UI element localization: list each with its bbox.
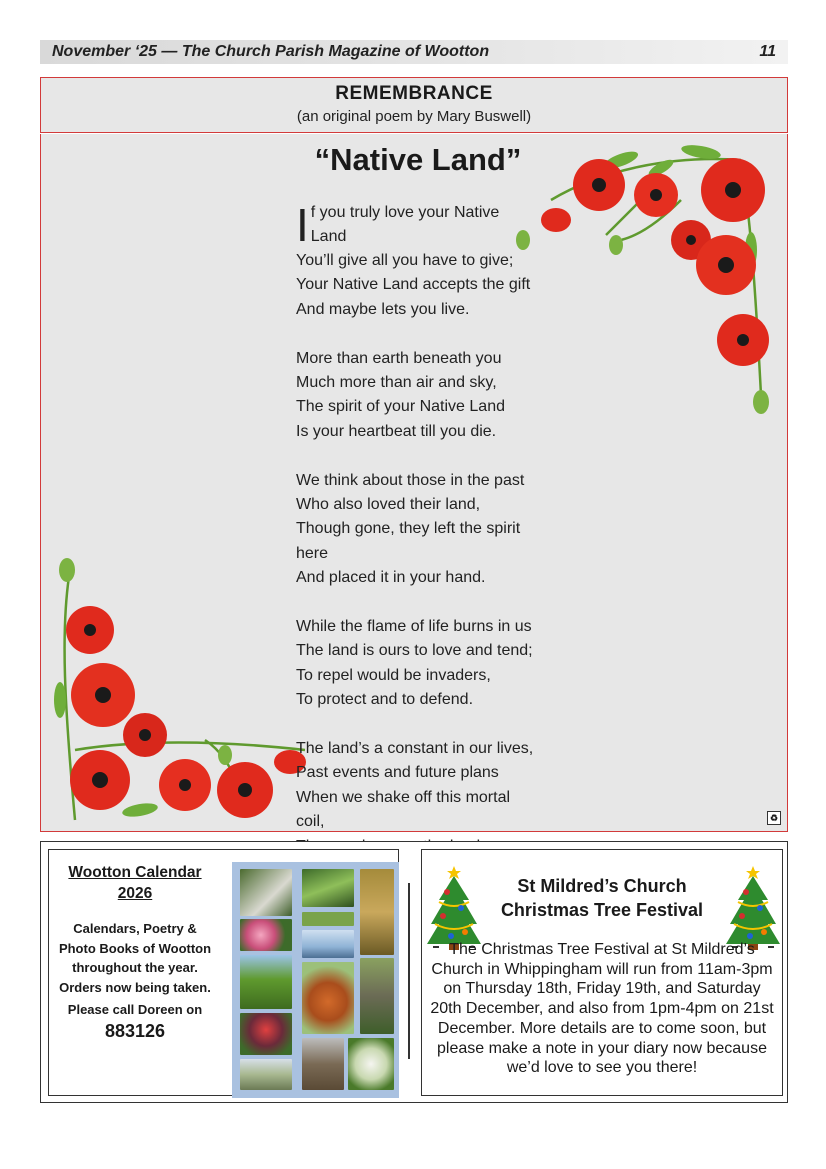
poem-line: When we shake off this mortal coil, [296, 788, 511, 831]
poem-stanza [296, 347, 536, 445]
festival-body: The Christmas Tree Festival at St Mildred’s Church in Whippingham will run from 11am-3pm on Thursday 18th, Friday 19th, and Saturday 20th December, and also from 1pm-4pm on 21st December. More details are to come soon, but please make a note in your diary now because we’d love to see you there! [430, 941, 774, 1077]
magazine-title: November ‘25 — The Church Parish Magazine of Wootton [52, 43, 490, 60]
poem-stanzas [296, 249, 536, 859]
poem-panel [40, 134, 788, 832]
poem-first-line [296, 199, 536, 251]
poem-line: Though gone, they left the spirit here [296, 520, 521, 562]
photo-geese [360, 958, 394, 1034]
poppy-illustration [511, 140, 789, 420]
photo-collage [232, 862, 399, 1098]
poem-line: The spirit of your Native Land [296, 398, 505, 416]
poem-line: We think about those in the past [296, 471, 525, 489]
poem-line: Much more than air and sky, [296, 374, 497, 392]
poem-line: Past events and future plans [296, 764, 499, 782]
page-number: 11 [759, 43, 776, 60]
photo-squirrel [302, 962, 354, 1034]
photo-sculpture [302, 1038, 344, 1090]
poem-line: The land’s a constant in our lives, [296, 740, 534, 758]
photo-roses [240, 919, 292, 951]
poem-line: f you truly love your Native Land [310, 204, 500, 245]
calendar-advert [48, 849, 399, 1096]
festival-title-line: Christmas Tree Festival [500, 900, 704, 920]
poem-line: You’ll give all you have to give; [296, 252, 514, 269]
calendar-description: Calendars, Poetry & Photo Books of Wootton throughout the year. Orders now being taken. [58, 921, 212, 995]
photo-blossom [348, 1038, 394, 1090]
poem-stanza [296, 469, 536, 591]
poem-line: Who also loved their land, [296, 496, 481, 514]
adverts-panel [40, 841, 788, 1103]
photo-path [360, 869, 394, 955]
photo-flowers [302, 912, 354, 926]
section-title: REMEMBRANCE [335, 83, 493, 104]
poem-line: And maybe lets you live. [296, 300, 470, 318]
section-subtitle: (an original poem by Mary Buswell) [296, 108, 532, 125]
poem-line: Your Native Land accepts the gift [296, 276, 531, 294]
festival-notice [421, 849, 783, 1096]
calendar-contact: Please call Doreen on [67, 1002, 203, 1017]
calendar-phone: 883126 [104, 1021, 166, 1041]
photo-creek [240, 1059, 292, 1090]
photo-garden [302, 869, 354, 907]
divider [408, 883, 410, 1059]
poem-line: More than earth beneath you [296, 349, 502, 367]
poem-line: Is your heartbeat till you die. [296, 422, 497, 440]
photo-hanging-basket [240, 1013, 292, 1055]
poem-body [296, 199, 536, 883]
drop-cap: I [296, 199, 309, 251]
poem-title: “Native Land” [314, 142, 522, 177]
photo-harbour [302, 930, 354, 958]
poem-line: To protect and to defend. [296, 691, 474, 709]
poem-line: And placed it in your hand. [296, 569, 486, 587]
poppy-illustration [45, 550, 325, 832]
photo-swan [240, 869, 292, 916]
poem-stanza [296, 249, 536, 322]
festival-title [422, 874, 782, 922]
poem-line: The land is ours to love and tend; [296, 642, 533, 660]
festival-title-line: St Mildred’s Church [517, 876, 687, 896]
poem-line: While the flame of life burns in us [296, 618, 532, 636]
page-header [40, 40, 788, 64]
photo-trees [240, 955, 292, 1009]
poem-stanza [296, 615, 536, 713]
section-header [40, 77, 788, 133]
poem-line: To repel would be invaders, [296, 666, 491, 684]
recycle-icon: ♻ [767, 811, 781, 825]
calendar-heading: Wootton Calendar 2026 [68, 864, 202, 902]
